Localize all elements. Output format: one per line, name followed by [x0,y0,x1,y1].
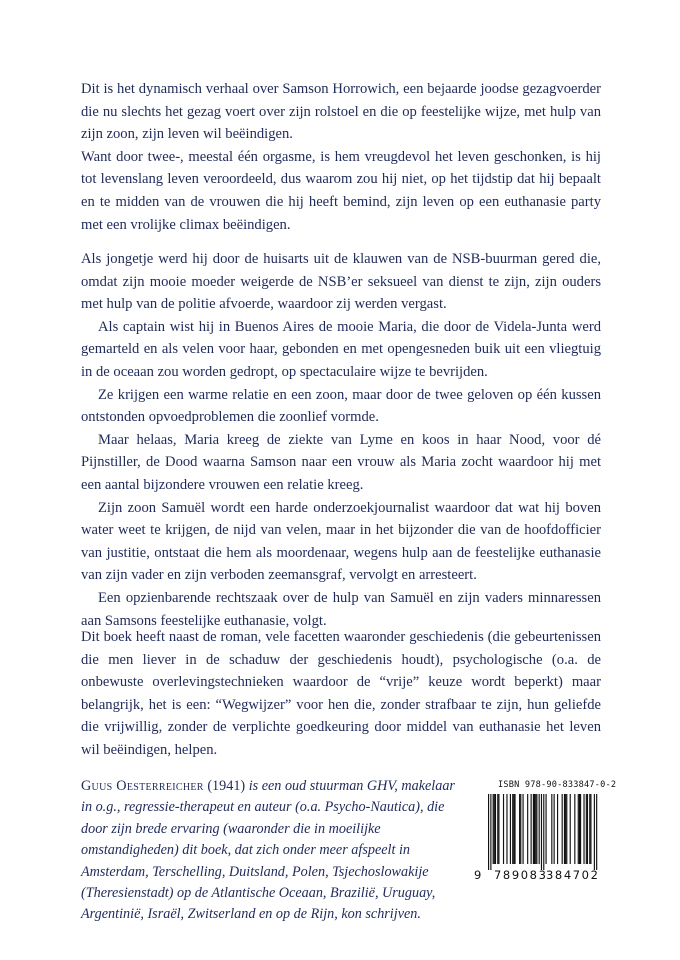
intro-paragraph-1: Dit is het dynamisch verhaal over Samson Horrowich, een bejaarde joodse gezagvoerder die nu slechts het gezag voert over zijn rolstoel en die op feestelijke wijze, met hulp van zijn zoon, zijn leven wil beëindigen. [81,81,601,143]
barcode-bar [541,794,542,870]
barcode-bar [543,794,544,870]
isbn-label: ISBN 978-90-833847-0-2 [498,780,617,790]
story-section [81,248,601,632]
barcode-bar [503,794,504,864]
author-bio-text: is een oud stuurman GHV, makelaar in o.g., regressie-therapeut en auteur (o.a. Psycho-Nautica), die door zijn brede ervaring (waaronder die in moeilijke omstandigheden) dit boek, dat zich onder meer afspeelt in Amsterdam, Terschelling, Duitsland, Polen, Tsjechoslowakije (Theresienstadt) op de Atlantische Oceaan, Brazilië, Uruguay, Argentinië, Israël, Zwitserland en op de Rijn, kon schrijven. [81,778,455,923]
barcode-bar [497,794,498,864]
barcode-first-digit: 9 [474,868,483,882]
barcode-bar [580,794,581,864]
barcode-bar [490,794,491,870]
story-paragraph-4: Maar helaas, Maria kreeg de ziekte van Lyme en koos in haar Nood, voor dé Pijnstiller, de Dood waarna Samson naar een vrouw als Maria zocht waardoor hij met een aantal bijzondere vrouwen een relatie kreeg. [81,431,601,493]
facets-section [81,626,601,762]
barcode-bar [565,794,566,864]
barcode-bar [523,794,524,864]
barcode-bar [520,794,521,864]
barcode-bar [587,794,588,864]
barcode-left-digits: 789083 [494,868,548,882]
author-birth-year: (1941) [207,778,246,794]
barcode-bar [589,794,590,864]
barcode-bar [546,794,547,864]
barcode-bar [557,794,558,864]
barcode-right-digits: 384702 [546,868,600,882]
barcode-bar [583,794,584,864]
author-name: Guus Oesterreicher [81,778,204,794]
barcode-bar [527,794,528,864]
barcode-bar [566,794,567,864]
barcode-bar [586,794,587,864]
barcode-bar [519,794,520,864]
barcode-bar [493,794,494,864]
story-paragraph-6: Een opzienbarende rechtszaak over de hulp van Samuël en zijn vaders minnaressen aan Samsons feestelijke euthanasie, volgt. [81,589,601,629]
isbn-barcode [474,780,617,886]
facets-paragraph: Dit boek heeft naast de roman, vele facetten waaronder geschiedenis (die gebeurtenissen die men liever in de schaduw der geschiedenis houdt), psychologische (o.a. de onbewuste overlevingstechnieken waardoor de “vrije” keuze wordt beperkt) maar belangrijk, het is een: “Wegwijzer” voor hen die, zonder strafbaar te zijn, hun geliefde die vrijwillig, zonder de verplichte goedkeuring door middel van euthanasie het leven wil beëindigen, helpen. [81,629,601,758]
barcode-bar [564,794,565,864]
barcode-bar [510,794,511,864]
barcode-bar [514,794,515,864]
barcode-bar [513,794,514,864]
barcode-bar [579,794,580,864]
story-paragraph-3: Ze krijgen een warme relatie en een zoon, maar door de twee geloven op één kussen ontstonden opvoedproblemen die zoonlief vormde. [81,386,601,426]
barcode-bar [539,794,540,864]
barcode-bar [590,794,591,864]
barcode-bar [536,794,537,864]
barcode-bar [488,794,489,870]
barcode-bar [533,794,534,864]
barcode-bar [534,794,535,864]
barcode-bar [551,794,552,864]
story-paragraph-5: Zijn zoon Samuël wordt een harde onderzoekjournalist waardoor dat wat hij boven water weet te krijgen, de nijd van velen, maar in het bijzonder die van de hoofdofficier van justitie, ontstaat die hem als moordenaar, wegens hulp aan de feestelijke euthanasie van zijn vader en zijn verboden zeemansgraf, vervolgt en arresteert. [81,499,601,584]
barcode-bar [594,794,595,870]
barcode-bar [495,794,496,864]
barcode-bar [512,794,513,864]
intro-paragraph-2: Want door twee-, meestal één orgasme, is hem vreugdevol het leven geschonken, is hij tot levenslang leven veroordeeld, dus waarom zou hij niet, op het tijdstip dat hij bepaalt en te midden van de vrouwen die hij heeft bemind, zijn leven op een euthanasie party met een vrolijke climax beëindigen. [81,148,601,233]
barcode-bar [554,794,555,864]
barcode-bar [531,794,532,864]
barcode-bar [494,794,495,864]
barcode-bar [578,794,579,864]
barcode-bar [498,794,499,864]
story-paragraph-1: Als jongetje werd hij door de huisarts uit de klauwen van de NSB-buurman gered die, omdat zijn mooie moeder weigerde de NSB’er seksueel van dienst te zijn, zijn ouders met hulp van de politie afvoerde, waardoor zij werden vergast. [81,251,601,313]
barcode-bar [535,794,536,864]
barcode-bar [574,794,575,864]
barcode-bars [474,794,606,870]
story-paragraph-2: Als captain wist hij in Buenos Aires de mooie Maria, die door de Videla-Junta werd gemarteld en als velen voor haar, gebonden en met opengesneden buik uit een vliegtuig in de oceaan zou worden gedropt, op spectaculaire wijze te bevrijden. [81,318,601,380]
author-bio [81,776,463,926]
barcode-bar [570,794,571,864]
barcode-bar [506,794,507,864]
intro-section [81,78,601,236]
barcode-bar [562,794,563,864]
barcode-bar [596,794,597,870]
